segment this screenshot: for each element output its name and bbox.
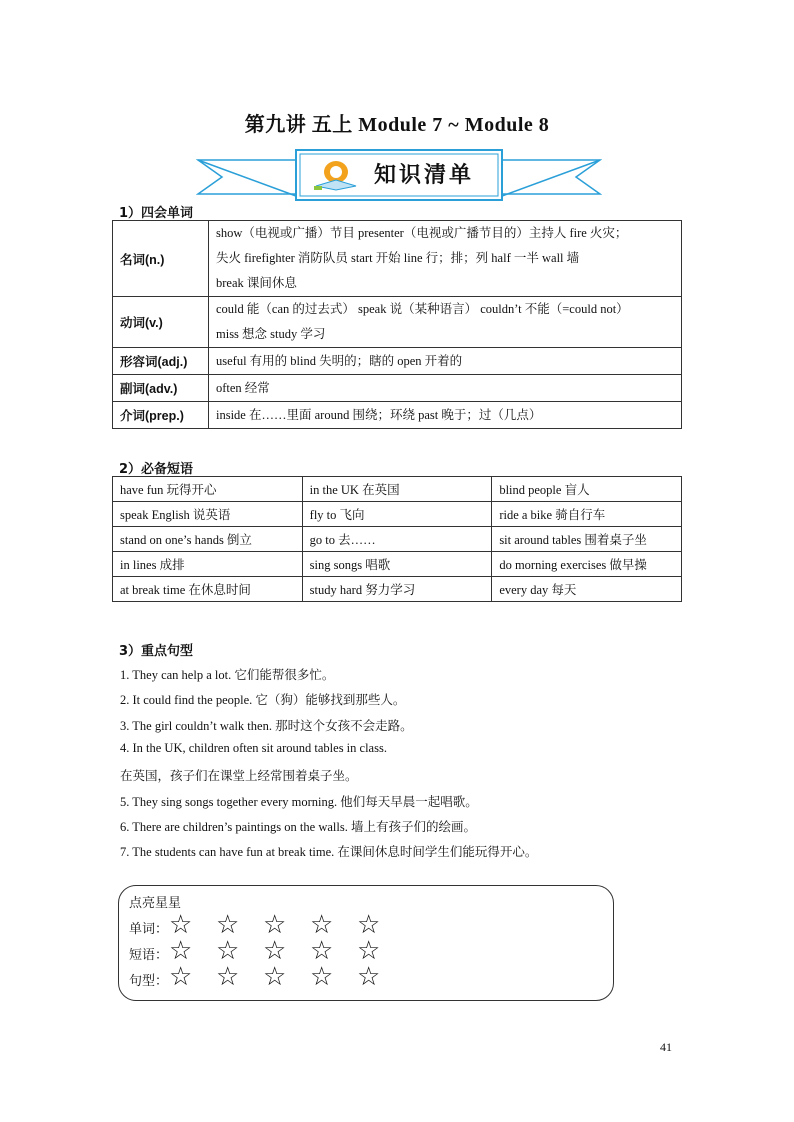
phrase-heading: 2）必备短语: [119, 462, 194, 477]
vocab-line: break 课间休息: [216, 276, 297, 290]
phrase-cell: stand on one’s hands 倒立: [113, 527, 303, 552]
star-icon[interactable]: ☆: [310, 910, 334, 940]
vocab-category: 名词(n.): [113, 221, 209, 297]
vocab-line: inside 在……里面 around 围绕；环绕 past 晚于；过（几点）: [216, 407, 542, 422]
vocab-category: 副词(adv.): [113, 375, 209, 402]
vocab-table: [112, 220, 682, 429]
phrase-cell: do morning exercises 做早操: [492, 552, 682, 577]
phrase-row: [113, 477, 682, 502]
vocab-category: 动词(v.): [113, 297, 209, 348]
phrase-row: [113, 552, 682, 577]
phrase-cell: have fun 玩得开心: [113, 477, 303, 502]
phrase-cell: ride a bike 骑自行车: [492, 502, 682, 527]
phrase-cell: every day 每天: [492, 577, 682, 602]
star-box: [118, 885, 614, 1001]
star-icon[interactable]: ☆: [169, 936, 193, 966]
sentence-line: 7. The students can have fun at break time. 在课间休息时间学生们能玩得开心。: [120, 845, 538, 860]
page-title: 第九讲 五上 Module 7 ~ Module 8: [244, 114, 550, 136]
vocab-line: 失火 firefighter 消防队员 start 开始 line 行；排；列 half 一半 wall 墙: [216, 251, 580, 265]
phrase-table: [112, 476, 682, 602]
sentence-line: 5. They sing songs together every morning. 他们每天早晨一起唱歌。: [120, 794, 478, 809]
star-icon[interactable]: ☆: [357, 962, 381, 992]
star-icon[interactable]: ☆: [216, 962, 240, 992]
phrase-row: [113, 577, 682, 602]
star-icon[interactable]: ☆: [263, 910, 287, 940]
vocab-words: [209, 221, 682, 297]
star-row-label: 单词：: [129, 921, 169, 936]
star-box-title: 点亮星星: [129, 895, 182, 910]
star-icon[interactable]: ☆: [263, 962, 287, 992]
vocab-category: 形容词(adj.): [113, 348, 209, 375]
phrase-cell: fly to 飞向: [302, 502, 492, 527]
vocab-words: [209, 348, 682, 375]
vocab-line: show（电视或广播）节目 presenter（电视或广播节目的）主持人 fire 火灾；: [216, 226, 628, 240]
star-icon[interactable]: ☆: [310, 962, 334, 992]
phrase-cell: go to 去……: [302, 527, 492, 552]
star-icon[interactable]: ☆: [216, 910, 240, 940]
star-row-label: 短语：: [129, 947, 169, 962]
phrase-cell: blind people 盲人: [492, 477, 682, 502]
vocab-words: [209, 375, 682, 402]
sentence-heading: 3）重点句型: [119, 644, 194, 659]
vocab-line: often 经常: [216, 380, 270, 395]
vocab-category: 介词(prep.): [113, 402, 209, 429]
phrase-row: [113, 502, 682, 527]
star-icon[interactable]: ☆: [169, 962, 193, 992]
phrase-row: [113, 527, 682, 552]
phrase-cell: sit around tables 围着桌子坐: [492, 527, 682, 552]
page-number: 41: [660, 1040, 672, 1054]
phrase-cell: speak English 说英语: [113, 502, 303, 527]
phrase-cell: sing songs 唱歌: [302, 552, 492, 577]
phrase-cell: in lines 成排: [113, 552, 303, 577]
phrase-cell: at break time 在休息时间: [113, 577, 303, 602]
banner-title: 知识清单: [374, 163, 475, 188]
vocab-row: [113, 297, 682, 348]
vocab-words: [209, 402, 682, 429]
star-icon[interactable]: ☆: [357, 936, 381, 966]
sentence-line: 1. They can help a lot. 它们能帮很多忙。: [120, 668, 335, 682]
star-icon[interactable]: ☆: [357, 910, 381, 940]
vocab-row: [113, 221, 682, 297]
star-icon[interactable]: ☆: [310, 936, 334, 966]
vocab-row: [113, 402, 682, 429]
vocab-heading: 1）四会单词: [119, 206, 194, 221]
vocab-row: [113, 348, 682, 375]
vocab-line: could 能（can 的过去式） speak 说（某种语言） couldn’t 不能（=could not）: [216, 302, 629, 316]
sentence-line: 6. There are children’s paintings on the walls. 墙上有孩子们的绘画。: [120, 819, 476, 834]
vocab-words: [209, 297, 682, 348]
vocab-line: useful 有用的 blind 失明的；瞎的 open 开着的: [216, 353, 463, 368]
star-icon[interactable]: ☆: [169, 910, 193, 940]
sentence-line: 2. It could find the people. 它（狗）能够找到那些人。: [120, 693, 406, 708]
star-row-label: 句型：: [129, 973, 169, 988]
vocab-line: miss 想念 study 学习: [216, 327, 326, 341]
sentence-line: 3. The girl couldn’t walk then. 那时这个女孩不会走路。: [120, 718, 413, 733]
star-icon[interactable]: ☆: [263, 936, 287, 966]
phrase-cell: study hard 努力学习: [302, 577, 492, 602]
sentence-line: 在英国，孩子们在课堂上经常围着桌子坐。: [120, 769, 358, 784]
vocab-row: [113, 375, 682, 402]
phrase-cell: in the UK 在英国: [302, 477, 492, 502]
sentence-line: 4. In the UK, children often sit around tables in class.: [120, 740, 387, 755]
star-icon[interactable]: ☆: [216, 936, 240, 966]
